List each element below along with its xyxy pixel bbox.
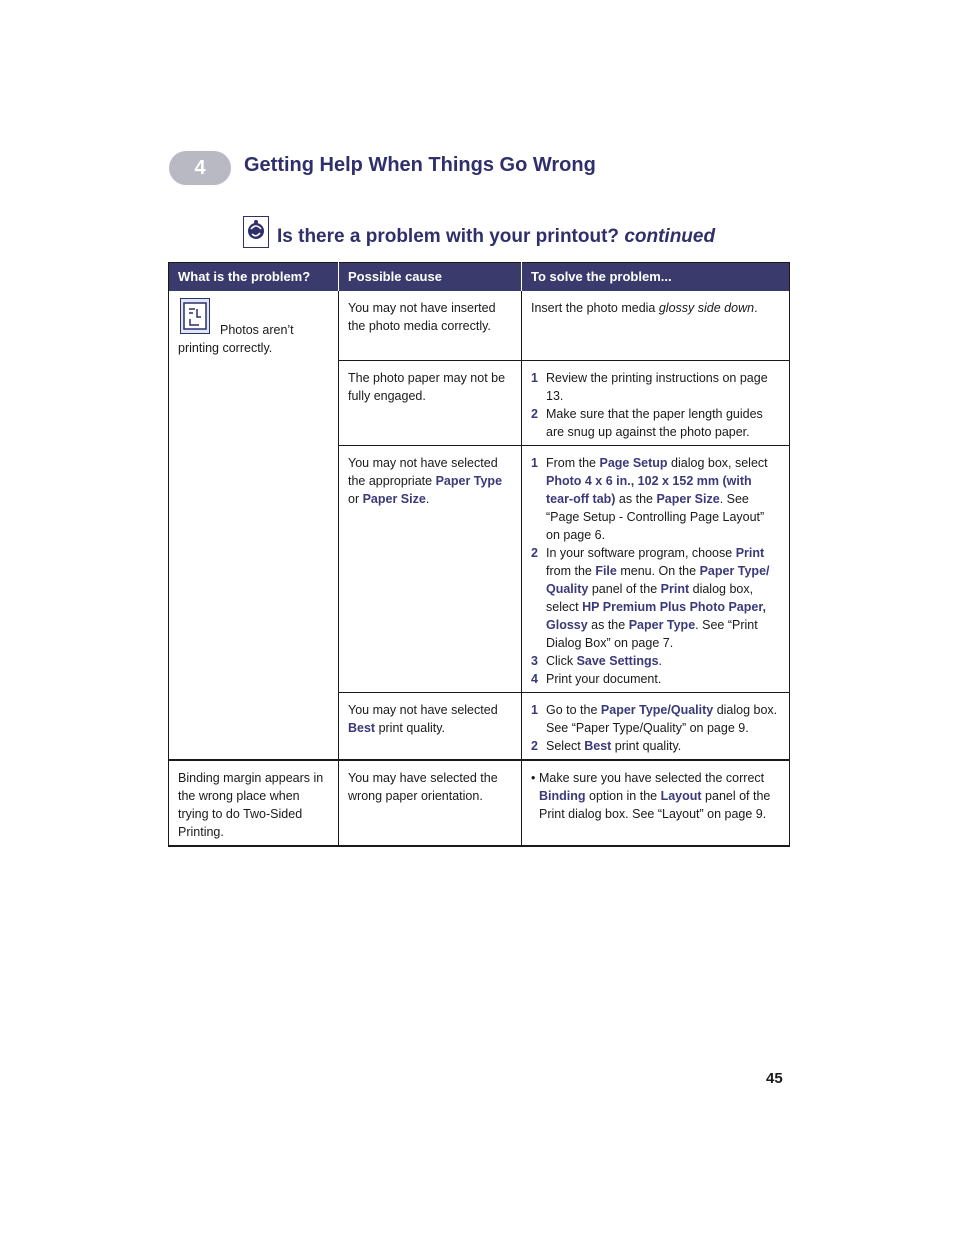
page-number: 45 — [766, 1070, 783, 1087]
section-title-continued: continued — [624, 226, 716, 247]
solution-cell — [522, 291, 790, 360]
keyword: Paper Type — [628, 617, 696, 632]
cause-cell — [339, 692, 522, 760]
keyword: Photo 4 x 6 in., 102 x 152 mm (with tear-off tab) — [546, 473, 752, 506]
cause-cell: You may not have inserted the photo media correctly. — [339, 291, 522, 360]
step-text: as the — [615, 491, 657, 506]
solution-steps — [531, 369, 780, 441]
keyword: File — [595, 563, 617, 578]
solution-cell — [522, 360, 790, 445]
solution-steps — [531, 701, 780, 755]
solution-step — [531, 544, 780, 652]
keyword-paper-size: Paper Size — [362, 491, 426, 506]
solution-cell — [522, 760, 790, 846]
step-number: 1 — [531, 455, 538, 470]
keyword-binding: Binding — [539, 788, 586, 803]
header-problem: What is the problem? — [169, 263, 339, 292]
step-number: 2 — [531, 738, 538, 753]
step-text: dialog box. See “Paper Type/Quality” on page 9. — [546, 702, 778, 735]
step-number: 1 — [531, 370, 538, 385]
step-text: Select — [546, 738, 585, 753]
keyword-layout: Layout — [660, 788, 702, 803]
solution-step — [531, 405, 780, 441]
step-text: print quality. — [611, 738, 682, 753]
problem-photos-text: Photos aren’t printing correctly. — [178, 323, 294, 355]
solution-cell — [522, 692, 790, 760]
keyword: Print — [735, 545, 765, 560]
step-text: . See “Page Setup - Controlling Page Layout” on page 6. — [546, 491, 765, 542]
solution-step — [531, 652, 780, 670]
step-number: 4 — [531, 671, 538, 686]
problem-photos — [169, 291, 339, 760]
keyword: Best — [584, 738, 612, 753]
troubleshooting-table — [168, 262, 790, 847]
solution-text: option in the — [585, 788, 661, 803]
step-text: dialog box, select — [667, 455, 768, 470]
section-title — [277, 226, 715, 248]
step-text: from the — [546, 563, 596, 578]
solution-cell — [522, 445, 790, 692]
table-header-row — [169, 263, 790, 292]
step-text: Review the printing instructions on page 13. — [546, 370, 768, 403]
problem-binding: Binding margin appears in the wrong place when trying to do Two-Sided Printing. — [169, 760, 339, 846]
solution-step — [531, 701, 780, 737]
keyword-paper-type: Paper Type — [435, 473, 503, 488]
section-title-main: Is there a problem with your printout? — [277, 226, 620, 247]
keyword: Paper Size — [656, 491, 720, 506]
solution-text-end: . — [754, 301, 758, 315]
table-row — [169, 291, 790, 360]
cause-text: print quality. — [375, 720, 446, 735]
solution-steps — [531, 454, 780, 688]
cause-text: You may not have selected — [348, 702, 498, 717]
step-text: as the — [587, 617, 629, 632]
solution-step — [531, 737, 780, 755]
table-row — [169, 760, 790, 846]
step-text: dialog box, select — [546, 581, 754, 614]
step-text: Make sure that the paper length guides are snug up against the photo paper. — [546, 406, 763, 439]
step-text: Click — [546, 653, 577, 668]
step-number: 1 — [531, 702, 538, 717]
step-text: Print your document. — [546, 671, 662, 686]
keyword: Save Settings — [576, 653, 659, 668]
step-text: In your software program, choose — [546, 545, 736, 560]
solution-text: Make sure you have selected the correct — [539, 770, 765, 785]
solution-bullet — [531, 769, 780, 823]
header-solution: To solve the problem... — [522, 263, 790, 292]
solution-step — [531, 369, 780, 405]
step-text: panel of the — [588, 581, 661, 596]
cause-cell — [339, 445, 522, 692]
step-number: 2 — [531, 406, 538, 421]
keyword: Paper Type/Quality — [600, 702, 714, 717]
solution-text: Insert the photo media — [531, 301, 659, 315]
cause-cell: You may have selected the wrong paper orientation. — [339, 760, 522, 846]
cause-text: or — [348, 491, 363, 506]
solution-step — [531, 454, 780, 544]
cause-text: . — [425, 491, 430, 506]
header-cause: Possible cause — [339, 263, 522, 292]
chapter-title: Getting Help When Things Go Wrong — [244, 154, 596, 176]
step-text: . — [658, 653, 663, 668]
keyword: HP Premium Plus Photo Paper, Glossy — [546, 599, 766, 632]
cause-cell: The photo paper may not be fully engaged. — [339, 360, 522, 445]
step-text: From the — [546, 455, 600, 470]
step-text: menu. On the — [616, 563, 700, 578]
solution-emphasis: glossy side down — [658, 301, 755, 315]
solution-text: panel of the Print dialog box. See “Layout” on page 9. — [539, 788, 771, 821]
keyword-best: Best — [348, 720, 376, 735]
keyword: Page Setup — [599, 455, 668, 470]
cause-text: You may not have selected the appropriate — [348, 455, 498, 488]
step-number: 3 — [531, 653, 538, 668]
chapter-number-badge: 4 — [169, 151, 231, 185]
solution-step — [531, 670, 780, 688]
photo-icon — [180, 298, 210, 334]
step-number: 2 — [531, 545, 538, 560]
keyword: Print — [660, 581, 690, 596]
keyword: Paper Type/ Quality — [546, 563, 770, 596]
step-text: . See “Print Dialog Box” on page 7. — [546, 617, 758, 650]
printout-problem-icon — [243, 216, 269, 248]
step-text: Go to the — [546, 702, 601, 717]
bullet-marker: • — [531, 770, 536, 785]
